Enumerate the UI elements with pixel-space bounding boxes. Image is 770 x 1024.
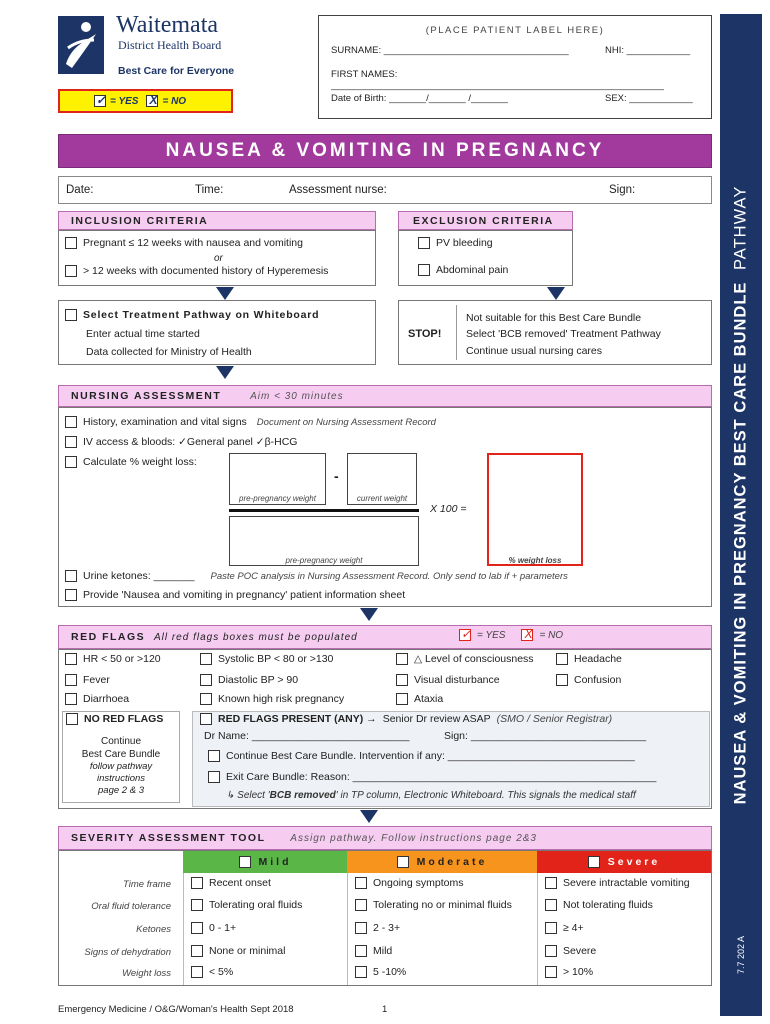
- footer-page: 1: [382, 1004, 388, 1015]
- stop-label: STOP!: [408, 328, 442, 340]
- severity-option-label: < 5%: [209, 966, 234, 978]
- exclusion-item-2-label: Abdominal pain: [436, 264, 509, 276]
- arrow-down-icon: [547, 287, 565, 300]
- ketones-note: Paste POC analysis in Nursing Assessment Record. Only send to lab if + parameters: [210, 570, 568, 582]
- stop-line-3: Continue usual nursing cares: [466, 345, 602, 357]
- checkbox[interactable]: [65, 589, 77, 601]
- inclusion-item-1-label: Pregnant ≤ 12 weeks with nausea and vomiting: [83, 237, 303, 249]
- checkbox[interactable]: [65, 693, 77, 705]
- severity-option[interactable]: [191, 899, 302, 911]
- nursing-title: NURSING ASSESSMENT: [71, 390, 222, 402]
- stop-line-2: Select 'BCB removed' Treatment Pathway: [466, 328, 661, 340]
- severity-option[interactable]: [545, 945, 596, 957]
- severity-option[interactable]: [545, 966, 593, 978]
- checkbox[interactable]: [200, 713, 212, 725]
- checkbox[interactable]: [191, 877, 203, 889]
- time-field[interactable]: Time:: [195, 184, 224, 196]
- severity-row-label: Time frame: [123, 879, 171, 890]
- severity-option[interactable]: [355, 945, 392, 957]
- side-banner-light: PATHWAY: [731, 185, 750, 270]
- legend-yes-label: = YES: [110, 95, 139, 107]
- arrow-down-icon: [360, 810, 378, 823]
- severity-option[interactable]: [355, 966, 406, 978]
- red-flag-item[interactable]: [396, 653, 534, 665]
- red-flag-label: Diastolic BP > 90: [218, 674, 299, 686]
- checkbox[interactable]: [65, 237, 77, 249]
- severity-option-label: Tolerating oral fluids: [209, 899, 303, 911]
- surname-field[interactable]: SURNAME: ___________________________________: [331, 45, 569, 56]
- nursing-item-1-label: History, examination and vital signs: [83, 416, 247, 428]
- severe-header[interactable]: [537, 851, 711, 873]
- severity-option-label: None or minimal: [209, 945, 286, 957]
- nursing-item-2-label: IV access & bloods: ✓General panel ✓β-HCG: [83, 436, 298, 448]
- assessment-line: [58, 176, 712, 204]
- checkbox[interactable]: [545, 877, 557, 889]
- pct-weight-loss-input[interactable]: [487, 453, 583, 566]
- date-field[interactable]: Date:: [66, 184, 94, 196]
- arrow-down-icon: [216, 287, 234, 300]
- severity-subtitle: Assign pathway. Follow instructions page 2&3: [290, 833, 537, 844]
- nursing-aim: Aim < 30 minutes: [250, 391, 344, 402]
- checkbox[interactable]: [418, 237, 430, 249]
- checkbox[interactable]: [208, 750, 220, 762]
- moderate-label: Moderate: [416, 856, 488, 868]
- severity-option[interactable]: [545, 922, 584, 934]
- red-flag-item[interactable]: [65, 674, 110, 686]
- ketones-row[interactable]: [65, 570, 568, 582]
- nurse-field[interactable]: Assessment nurse:: [289, 184, 387, 196]
- pct-weight-loss-label: % weight loss: [508, 556, 562, 565]
- red-flag-item[interactable]: [65, 693, 129, 705]
- side-banner-text: [732, 125, 751, 865]
- checkbox[interactable]: [66, 713, 78, 725]
- logo: [58, 14, 238, 84]
- checkbox[interactable]: [200, 674, 212, 686]
- follow-line-1: follow pathway: [89, 761, 153, 772]
- checkbox[interactable]: [65, 570, 77, 582]
- footer-left: Emergency Medicine / O&G/Woman's Health Sept 2018: [58, 1004, 294, 1015]
- nhi-field[interactable]: NHI: ____________: [605, 45, 691, 56]
- severity-option[interactable]: [191, 922, 236, 934]
- logo-tagline: Best Care for Everyone: [118, 65, 235, 77]
- severity-option[interactable]: [355, 877, 463, 889]
- checkbox[interactable]: [65, 653, 77, 665]
- exit-bundle-label: Exit Care Bundle: Reason: ____________________________________________________: [226, 771, 657, 783]
- exclusion-item-2[interactable]: [418, 264, 508, 276]
- arrow-down-icon: [216, 366, 234, 379]
- red-flag-label: Diarrhoea: [83, 693, 130, 705]
- severity-option[interactable]: [191, 945, 285, 957]
- nursing-item-1-note: Document on Nursing Assessment Record: [256, 416, 436, 428]
- checkbox[interactable]: [355, 899, 367, 911]
- checkbox[interactable]: [239, 856, 251, 868]
- severity-option-label: ≥ 4+: [563, 922, 584, 934]
- severity-option[interactable]: [545, 899, 653, 911]
- treatment-select[interactable]: [65, 309, 319, 321]
- inclusion-item-2-label: > 12 weeks with documented history of Hyperemesis: [83, 265, 329, 277]
- crossed-box-icon: X: [146, 95, 158, 107]
- follow-line-2: instructions: [96, 773, 146, 784]
- current-weight-label: current weight: [356, 494, 408, 503]
- checkbox[interactable]: [65, 674, 77, 686]
- severity-row-label: Ketones: [136, 924, 171, 935]
- exclusion-title: EXCLUSION CRITERIA: [413, 215, 554, 227]
- red-flag-item[interactable]: [200, 653, 333, 665]
- severity-option-label: Severe: [563, 945, 597, 957]
- continue-bcb-option[interactable]: [208, 750, 635, 762]
- checkbox[interactable]: [588, 856, 600, 868]
- checkbox[interactable]: [396, 693, 408, 705]
- checkbox[interactable]: [355, 877, 367, 889]
- red-flag-item[interactable]: [396, 674, 500, 686]
- inclusion-or: or: [214, 253, 223, 264]
- checkbox[interactable]: [191, 899, 203, 911]
- red-flags-present-note-2: (SMO / Senior Registrar): [496, 713, 613, 725]
- pre-weight-label-2: pre-pregnancy weight: [285, 556, 363, 565]
- severity-option[interactable]: [545, 877, 690, 889]
- severity-row-label: Signs of dehydration: [84, 947, 171, 958]
- no-red-flags-label: NO RED FLAGS: [84, 713, 164, 725]
- severity-option-label: 5 -10%: [373, 966, 407, 978]
- red-flags-legend: [459, 629, 563, 641]
- red-flag-label: Systolic BP < 80 or >130: [218, 653, 334, 665]
- patient-label-box: [318, 15, 712, 119]
- crossed-box-icon: X: [521, 629, 533, 641]
- inclusion-title: INCLUSION CRITERIA: [71, 215, 209, 227]
- severity-option-label: Tolerating no or minimal fluids: [373, 899, 512, 911]
- page-title: [58, 134, 712, 168]
- moderate-header[interactable]: [347, 851, 537, 873]
- severity-option-label: Severe intractable vomiting: [563, 877, 690, 889]
- checkbox[interactable]: [191, 945, 203, 957]
- red-flags-no: = NO: [539, 629, 564, 641]
- checkbox[interactable]: [65, 436, 77, 448]
- stop-line-1: Not suitable for this Best Care Bundle: [466, 312, 642, 324]
- exclusion-item-1[interactable]: [418, 237, 493, 249]
- dr-name-field[interactable]: Dr Name: ___________________________: [204, 730, 410, 742]
- red-flag-item[interactable]: [396, 693, 443, 705]
- red-flags-yes: = YES: [477, 629, 506, 641]
- severity-header: [58, 826, 712, 850]
- mild-label: Mild: [258, 856, 292, 868]
- follow-line-3: page 2 & 3: [98, 785, 144, 796]
- red-flag-label: Fever: [83, 674, 110, 686]
- nursing-item-3-label: Calculate % weight loss:: [83, 456, 197, 468]
- legend-yes-no: [58, 89, 233, 113]
- treatment-line-1: Enter actual time started: [86, 328, 200, 340]
- inclusion-item-2[interactable]: [65, 265, 328, 277]
- arrow-down-icon: [360, 608, 378, 621]
- checkbox[interactable]: [355, 945, 367, 957]
- checked-box-icon: ✓: [96, 93, 107, 107]
- dr-sign-field[interactable]: Sign: ______________________________: [444, 730, 647, 742]
- inclusion-header: [58, 211, 376, 230]
- red-flag-label: Known high risk pregnancy: [218, 693, 345, 705]
- checkbox[interactable]: [556, 674, 568, 686]
- checkbox[interactable]: [65, 309, 77, 321]
- logo-org: Waitemata: [116, 12, 219, 38]
- info-sheet-row[interactable]: [65, 589, 405, 601]
- severe-label: Severe: [607, 856, 661, 868]
- no-red-flags-option[interactable]: [66, 713, 163, 725]
- red-flags-present-note: Senior Dr review ASAP: [382, 713, 491, 725]
- first-names-field[interactable]: FIRST NAMES: _______________________________________________________________: [331, 69, 664, 91]
- sex-field[interactable]: SEX: ____________: [605, 93, 693, 104]
- checkbox[interactable]: [65, 456, 77, 468]
- checkbox[interactable]: [556, 653, 568, 665]
- inclusion-item-1[interactable]: [65, 237, 303, 249]
- times-100: X 100 =: [430, 503, 467, 515]
- nursing-item-1[interactable]: [65, 416, 436, 428]
- red-flag-label: Confusion: [574, 674, 622, 686]
- nursing-item-3[interactable]: [65, 456, 197, 468]
- red-flags-header: [58, 625, 712, 649]
- severity-col-divider: [347, 873, 348, 985]
- form-code: 7.7 202 A: [736, 935, 746, 975]
- exclusion-header: [398, 211, 573, 230]
- checkbox[interactable]: [65, 265, 77, 277]
- sign-field[interactable]: Sign:: [609, 184, 636, 196]
- stop-divider: [456, 305, 457, 360]
- red-flag-label: Ataxia: [414, 693, 444, 705]
- checkbox[interactable]: [545, 922, 557, 934]
- note-pre: ↳ Select ': [226, 790, 270, 801]
- severity-title: SEVERITY ASSESSMENT TOOL: [71, 832, 266, 844]
- checkbox[interactable]: [396, 674, 408, 686]
- severity-col-divider: [537, 873, 538, 985]
- minus-sign: -: [334, 468, 339, 484]
- severity-row-label: Oral fluid tolerance: [91, 901, 171, 912]
- continue-line-2: Best Care Bundle: [81, 749, 161, 760]
- checkbox[interactable]: [545, 966, 557, 978]
- severity-option-label: Not tolerating fluids: [563, 899, 653, 911]
- nursing-item-2[interactable]: [65, 436, 297, 448]
- info-sheet-label: Provide 'Nausea and vomiting in pregnancy' patient information sheet: [83, 589, 406, 601]
- red-flag-label: HR < 50 or >120: [83, 653, 161, 665]
- red-flags-subtitle: All red flags boxes must be populated: [153, 632, 358, 643]
- exclusion-item-1-label: PV bleeding: [436, 237, 493, 249]
- checkbox[interactable]: [355, 922, 367, 934]
- treatment-line-2: Data collected for Ministry of Health: [86, 346, 252, 358]
- severity-option[interactable]: [355, 899, 512, 911]
- continue-bcb-label: Continue Best Care Bundle. Intervention if any: ________________________________: [226, 750, 635, 762]
- red-flag-label: Headache: [574, 653, 622, 665]
- treatment-title: Select Treatment Pathway on Whiteboard: [83, 309, 320, 321]
- checkbox[interactable]: [65, 416, 77, 428]
- checkbox[interactable]: [396, 653, 408, 665]
- red-flag-item[interactable]: [65, 653, 161, 665]
- red-flags-title: RED FLAGS: [71, 631, 146, 643]
- side-banner-bold: NAUSEA & VOMITING IN PREGNANCY BEST CARE BUNDLE: [731, 281, 750, 805]
- checkbox[interactable]: [545, 899, 557, 911]
- logo-icon: [58, 16, 104, 74]
- severity-option-label: Ongoing symptoms: [373, 877, 464, 889]
- severity-option-label: 0 - 1+: [209, 922, 237, 934]
- ketones-label: Urine ketones: _______: [83, 570, 195, 582]
- note-post: ' in TP column, Electronic Whiteboard. This signals the medical staff: [335, 790, 636, 801]
- severity-option-label: 2 - 3+: [373, 922, 401, 934]
- checkbox[interactable]: [200, 693, 212, 705]
- pre-weight-label: pre-pregnancy weight: [239, 494, 316, 503]
- checkbox[interactable]: [191, 922, 203, 934]
- continue-text: [62, 735, 180, 797]
- logo-sub: District Health Board: [118, 38, 222, 52]
- severity-row-label: Weight loss: [122, 968, 171, 979]
- red-flag-label: Visual disturbance: [414, 674, 500, 686]
- red-flag-label: △ Level of consciousness: [414, 653, 534, 665]
- red-flag-item[interactable]: [200, 693, 344, 705]
- patient-label-title: (PLACE PATIENT LABEL HERE): [425, 25, 605, 36]
- checkbox[interactable]: [200, 653, 212, 665]
- continue-line-1: Continue: [100, 736, 142, 747]
- dob-field[interactable]: Date of Birth: _______/_______ /_______: [331, 93, 508, 104]
- legend-no-label: = NO: [162, 95, 187, 107]
- severity-option-label: > 10%: [563, 966, 594, 978]
- note-bold: BCB removed: [269, 790, 336, 801]
- checkbox[interactable]: [191, 966, 203, 978]
- severity-option[interactable]: [355, 922, 400, 934]
- checkbox[interactable]: [397, 856, 409, 868]
- checked-box-icon: ✓: [461, 627, 472, 641]
- severity-option-label: Recent onset: [209, 877, 271, 889]
- red-flag-item[interactable]: [556, 674, 621, 686]
- red-flag-item[interactable]: [200, 674, 298, 686]
- severity-option-label: Mild: [373, 945, 393, 957]
- checkbox[interactable]: [355, 966, 367, 978]
- page-title-text: NAUSEA & VOMITING IN PREGNANCY: [165, 140, 605, 161]
- exit-bundle-option[interactable]: [208, 771, 656, 783]
- severity-option[interactable]: [191, 877, 271, 889]
- severity-option[interactable]: [191, 966, 233, 978]
- nursing-header: [58, 385, 712, 407]
- checkbox[interactable]: [208, 771, 220, 783]
- checkbox[interactable]: [545, 945, 557, 957]
- red-flags-present-label: RED FLAGS PRESENT (ANY) →: [218, 713, 377, 725]
- bcb-removed-note: [226, 790, 636, 801]
- checkbox[interactable]: [418, 264, 430, 276]
- red-flag-item[interactable]: [556, 653, 622, 665]
- fraction-line: [229, 509, 419, 512]
- mild-header[interactable]: [183, 851, 347, 873]
- red-flags-present-option[interactable]: [200, 713, 612, 725]
- severity-col-divider: [183, 873, 184, 985]
